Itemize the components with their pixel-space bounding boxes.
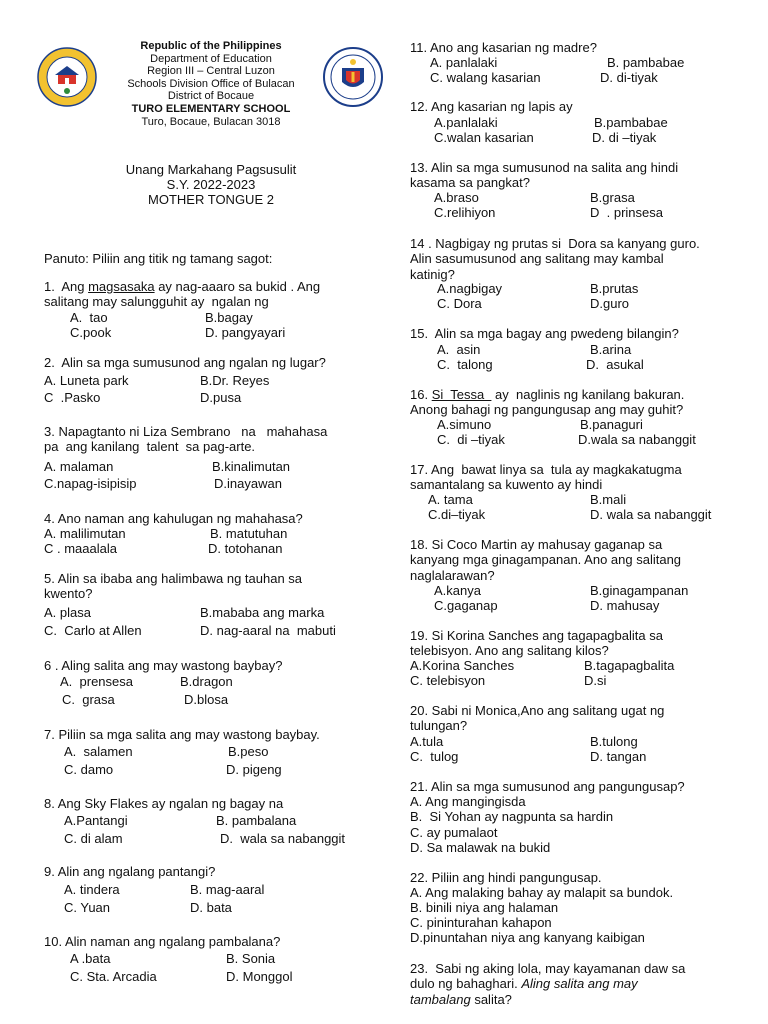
q13-stem-line2: kasama sa pangkat? [410, 175, 530, 191]
exam-subject: MOTHER TONGUE 2 [148, 192, 274, 207]
q22-option-a[interactable]: A. Ang malaking bahay ay malapit sa bundok. [410, 885, 674, 900]
q15-option-b[interactable]: B.arina [590, 342, 632, 357]
question-19 [410, 628, 663, 659]
question-1 [44, 279, 320, 310]
q19-stem-line1: 19. Si Korina Sanches ang tagapagbalita sa [410, 628, 663, 643]
q12-option-d[interactable]: D. di –tiyak [592, 130, 657, 145]
q2-option-c[interactable]: C .Pasko [44, 390, 101, 405]
q14-stem-line1: 14 . Nagbigay ng prutas si Dora sa kanyang guro. [410, 236, 700, 251]
question-6 [44, 658, 282, 673]
question-21 [410, 779, 685, 794]
header-address: Turo, Bocaue, Bulacan 3018 [141, 115, 281, 128]
q15-option-d[interactable]: D. asukal [586, 357, 644, 372]
q20-stem-line1: 20. Sabi ni Monica,Ano ang salitang ugat ng [410, 703, 665, 718]
q3-option-c[interactable]: C.napag-isipisip [44, 476, 137, 491]
q19-option-d[interactable]: D.si [584, 673, 607, 688]
q12-option-b[interactable]: B.pambabae [594, 115, 668, 130]
header-division: Schools Division Office of Bulacan [127, 77, 295, 90]
q20-option-c[interactable]: C. tulog [410, 749, 459, 764]
q3-option-b[interactable]: B.kinalimutan [212, 459, 291, 474]
exam-heading [44, 162, 378, 207]
q4-option-a[interactable]: A. malilimutan [44, 526, 126, 541]
q18-option-a[interactable]: A.kanya [434, 583, 481, 598]
q18-stem-line3: naglalarawan? [410, 567, 495, 583]
q7-option-a[interactable]: A. salamen [64, 744, 133, 759]
q20-option-d[interactable]: D. tangan [590, 749, 647, 764]
q16-option-d[interactable]: D.wala sa nabanggit [578, 432, 696, 447]
q5-option-d[interactable]: D. nag-aaral na mabuti [200, 623, 336, 638]
q6-option-d[interactable]: D.blosa [184, 692, 229, 707]
q3-stem-line1: 3. Napagtanto ni Liza Sembrano na mahahasa [44, 424, 328, 439]
q20-option-b[interactable]: B.tulong [590, 734, 638, 749]
q10-option-c[interactable]: C. Sta. Arcadia [70, 969, 157, 984]
q5-stem-line2: kwento? [44, 586, 93, 602]
q10-option-b[interactable]: B. Sonia [226, 951, 276, 966]
q11-option-c[interactable]: C. walang kasarian [430, 70, 541, 85]
question-3 [44, 424, 327, 455]
q17-option-d[interactable]: D. wala sa nabanggit [590, 507, 712, 522]
q21-option-a[interactable]: A. Ang mangingisda [410, 794, 526, 809]
q21-stem: 21. Alin sa mga sumusunod ang pangungusap? [410, 779, 685, 794]
header-republic: Republic of the Philippines [140, 40, 282, 52]
q16-underlined-subject: Si Tessa [431, 387, 492, 402]
q17-stem-line2: samantalang sa kuwento ay hindi [410, 477, 603, 493]
q16-stem-a: 16. [410, 387, 432, 402]
q20-option-a[interactable]: A.tula [410, 734, 444, 749]
q16-stem-line2: Anong bahagi ng pangungusap ang may guhit? [410, 402, 684, 418]
q19-option-c[interactable]: C. telebisyon [410, 673, 486, 688]
question-20 [410, 703, 664, 734]
q13-option-a[interactable]: A.braso [434, 190, 479, 205]
q2-stem: 2. Alin sa mga sumusunod ang ngalan ng lugar? [44, 355, 326, 370]
header-region: Region III – Central Luzon [147, 65, 275, 78]
question-16 [410, 387, 684, 418]
question-23 [410, 961, 685, 1007]
q10-stem: 10. Alin naman ang ngalang pambalana? [44, 934, 281, 949]
q12-stem: 12. Ang kasarian ng lapis ay [410, 99, 573, 114]
q9-option-c[interactable]: C. Yuan [64, 900, 111, 915]
q18-stem-line2: kanyang mga ginagampanan. Ano ang salitang [410, 552, 682, 568]
q2-option-b[interactable]: B.Dr. Reyes [200, 373, 270, 388]
q17-option-a[interactable]: A. tama [428, 492, 473, 507]
question-22 [410, 870, 602, 885]
q8-option-a[interactable]: A.Pantangi [64, 813, 128, 828]
q2-option-a[interactable]: A. Luneta park [44, 373, 129, 388]
q13-option-c[interactable]: C.relihiyon [434, 205, 496, 220]
header-district: District of Bocaue [167, 90, 255, 103]
q12-option-c[interactable]: C.walan kasarian [434, 130, 534, 145]
q17-option-b[interactable]: B.mali [590, 492, 627, 507]
question-9 [44, 864, 215, 879]
q9-stem: 9. Alin ang ngalang pantangi? [44, 864, 216, 879]
q16-option-a[interactable]: A.simuno [437, 417, 492, 432]
q18-option-d[interactable]: D. mahusay [590, 598, 660, 613]
q5-option-a[interactable]: A. plasa [44, 605, 91, 620]
header-department: Department of Education [150, 52, 272, 65]
q4-option-b[interactable]: B. matutuhan [210, 526, 288, 541]
q9-option-b[interactable]: B. mag-aaral [190, 882, 265, 897]
q13-option-d[interactable]: D . prinsesa [590, 205, 663, 220]
q16-option-c[interactable]: C. di –tiyak [437, 432, 505, 447]
question-8 [44, 796, 283, 811]
question-14 [410, 236, 700, 282]
q11-option-a[interactable]: A. panlalaki [430, 55, 498, 70]
q19-stem-line2: telebisyon. Ano ang salitang kilos? [410, 643, 609, 659]
exam-title: Unang Markahang Pagsusulit [125, 162, 297, 177]
q7-option-c[interactable]: C. damo [64, 762, 114, 777]
question-18 [410, 537, 681, 583]
q21-option-b[interactable]: B. Si Yohan ay nagpunta sa hardin [410, 809, 614, 824]
q3-stem-line2: pa ang kanilang talent sa pag-arte. [44, 439, 256, 455]
q1-stem-b: ay nag-aaaro sa bukid . Ang [154, 279, 321, 294]
q18-stem-line1: 18. Si Coco Martin ay mahusay gaganap sa [410, 537, 663, 552]
q1-option-a[interactable]: A. tao [70, 310, 108, 325]
question-17 [410, 462, 682, 493]
q5-stem-line1: 5. Alin sa ibaba ang halimbawa ng tauhan sa [44, 571, 303, 586]
q16-option-b[interactable]: B.panaguri [580, 417, 643, 432]
q1-option-b[interactable]: B.bagay [205, 310, 253, 325]
question-2 [44, 355, 326, 370]
q9-option-d[interactable]: D. bata [190, 900, 232, 915]
q23-stem-line3: salita? [470, 991, 512, 1007]
q7-option-d[interactable]: D. pigeng [226, 762, 282, 777]
q22-option-d[interactable]: D.pinuntahan niya ang kanyang kaibigan [410, 930, 645, 945]
q6-stem: 6 . Aling salita ang may wastong baybay? [44, 658, 283, 673]
q14-stem-line2: Alin sasumusunod ang salitang may kambal [410, 251, 664, 267]
q11-stem: 11. Ano ang kasarian ng madre? [410, 40, 597, 55]
q23-stem-line2: dulo ng bahaghari. [410, 976, 522, 992]
header-school-name: TURO ELEMENTARY SCHOOL [131, 102, 291, 115]
q15-stem: 15. Alin sa mga bagay ang pwedeng bilangin? [410, 326, 679, 341]
q6-option-b[interactable]: B.dragon [180, 674, 233, 689]
q2-option-d[interactable]: D.pusa [200, 390, 242, 405]
question-10 [44, 934, 280, 949]
question-7 [44, 727, 320, 742]
q14-stem-line3: katinig? [410, 266, 455, 282]
q8-stem: 8. Ang Sky Flakes ay ngalan ng bagay na [44, 796, 284, 811]
q10-option-a[interactable]: A .bata [70, 951, 111, 966]
q10-option-d[interactable]: D. Monggol [226, 969, 293, 984]
q8-option-b[interactable]: B. pambalana [216, 813, 297, 828]
q7-option-b[interactable]: B.peso [228, 744, 269, 759]
question-15 [410, 326, 679, 341]
question-4 [44, 511, 303, 526]
q14-option-b[interactable]: B.prutas [590, 281, 639, 296]
q3-option-a[interactable]: A. malaman [44, 459, 114, 474]
q19-option-b[interactable]: B.tagapagbalita [584, 658, 675, 673]
q12-option-a[interactable]: A.panlalaki [434, 115, 498, 130]
q15-option-c[interactable]: C. talong [437, 357, 493, 372]
q13-option-b[interactable]: B.grasa [590, 190, 635, 205]
q20-stem-line2: tulungan? [410, 718, 468, 734]
q5-option-b[interactable]: B.mababa ang marka [200, 605, 325, 620]
q22-option-c[interactable]: C. pininturahan kahapon [410, 915, 552, 930]
q14-option-a[interactable]: A.nagbigay [437, 281, 503, 296]
q1-option-d[interactable]: D. pangyayari [205, 325, 286, 340]
q22-stem: 22. Piliin ang hindi pangungusap. [410, 870, 602, 885]
q21-option-c[interactable]: C. ay pumalaot [410, 825, 498, 840]
q7-stem: 7. Piliin sa mga salita ang may wastong baybay. [44, 727, 320, 742]
q4-option-c[interactable]: C . maaalala [44, 541, 117, 556]
q3-option-d[interactable]: D.inayawan [214, 476, 282, 491]
school-header [44, 40, 378, 140]
q17-option-c[interactable]: C.di–tiyak [428, 507, 486, 522]
directions: Panuto: Piliin ang titik ng tamang sagot: [44, 251, 273, 266]
q11-option-b[interactable]: B. pambabae [607, 55, 685, 70]
q13-stem-line1: 13. Alin sa mga sumusunod na salita ang hindi [410, 160, 679, 175]
question-13 [410, 160, 678, 191]
q5-option-c[interactable]: C. Carlo at Allen [44, 623, 142, 638]
q4-option-d[interactable]: D. totohanan [208, 541, 283, 556]
q1-underlined-word: magsasaka [88, 279, 155, 294]
q1-stem-line2: salitang may salungguhit ay ngalan ng [44, 294, 269, 310]
q15-option-a[interactable]: A. asin [437, 342, 481, 357]
q17-stem-line1: 17. Ang bawat linya sa tula ay magkakatugma [410, 462, 682, 477]
question-12 [410, 99, 573, 114]
q23-stem-line1: 23. Sabi ng aking lola, may kayamanan daw sa [410, 961, 686, 976]
q4-stem: 4. Ano naman ang kahulugan ng mahahasa? [44, 511, 303, 526]
q22-option-b[interactable]: B. binili niya ang halaman [410, 900, 559, 915]
q9-option-a[interactable]: A. tindera [64, 882, 120, 897]
q21-option-d[interactable]: D. Sa malawak na bukid [410, 840, 551, 855]
exam-school-year: S.Y. 2022-2023 [166, 177, 256, 192]
q8-option-c[interactable]: C. di alam [64, 831, 123, 846]
q16-stem-b: ay naglinis ng kanilang bakuran. [491, 387, 685, 402]
q11-option-d[interactable]: D. di-tiyak [600, 70, 658, 85]
q1-stem-a: 1. Ang [44, 279, 89, 294]
q1-option-c[interactable]: C.pook [70, 325, 112, 340]
question-5 [44, 571, 302, 602]
q18-option-b[interactable]: B.ginagampanan [590, 583, 689, 598]
q14-option-c[interactable]: C. Dora [437, 296, 482, 311]
q23-stem-line3-italic: tambalang [410, 991, 471, 1007]
q19-option-a[interactable]: A.Korina Sanches [410, 658, 515, 673]
q14-option-d[interactable]: D.guro [590, 296, 630, 311]
q23-stem-line2-italic: Aling salita ang may [521, 976, 638, 992]
q6-option-c[interactable]: C. grasa [62, 692, 115, 707]
q18-option-c[interactable]: C.gaganap [434, 598, 498, 613]
question-11 [410, 40, 597, 55]
q8-option-d[interactable]: D. wala sa nabanggit [220, 831, 346, 846]
q6-option-a[interactable]: A. prensesa [60, 674, 133, 689]
